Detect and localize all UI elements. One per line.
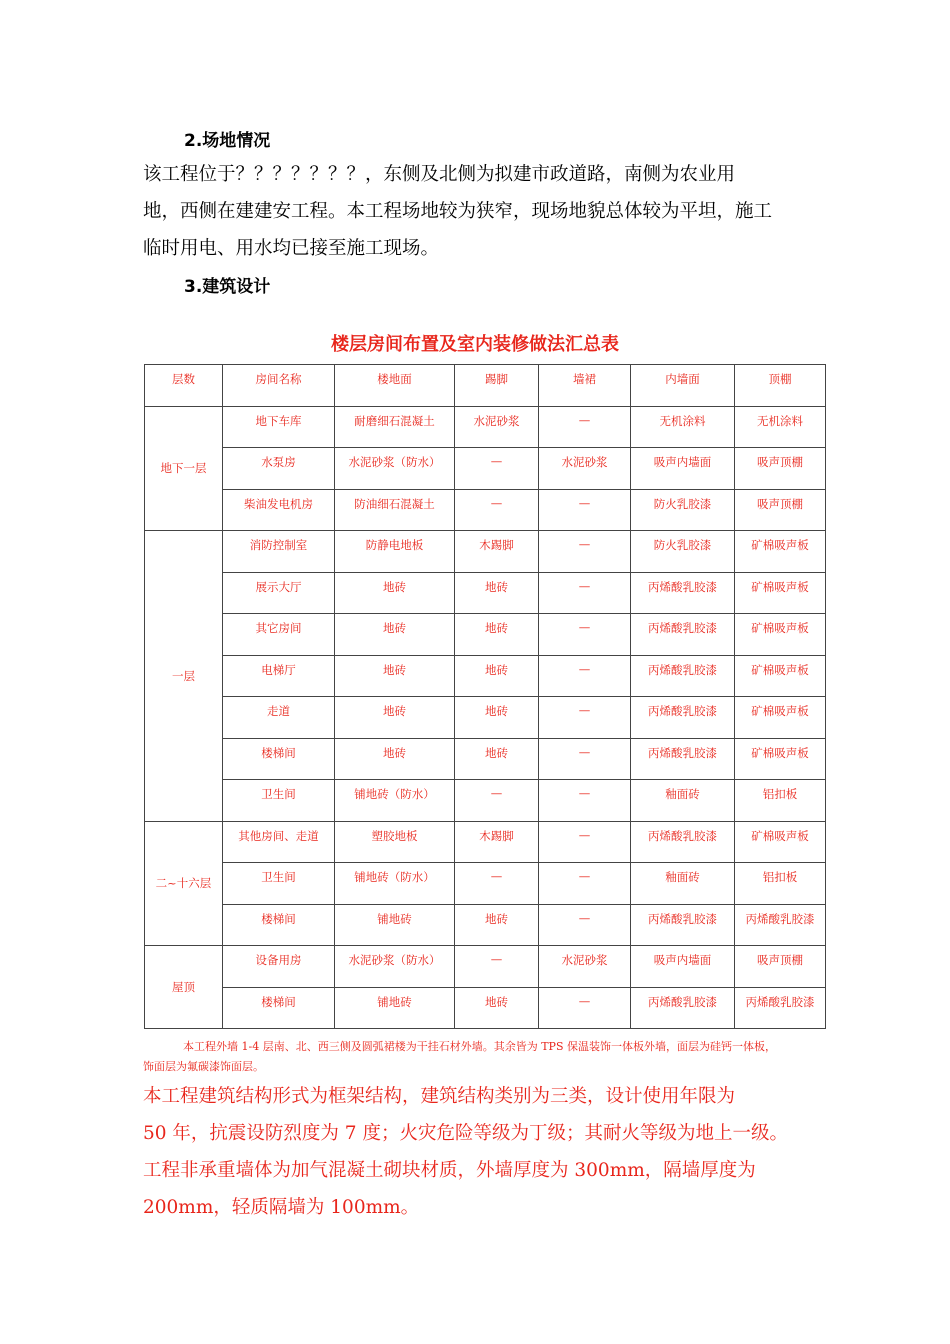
footnote-line: 饰面层为氟碳漆饰面层。 — [143, 1060, 264, 1073]
finish-cell: 矿棉吸声板 — [735, 614, 826, 656]
finish-cell: — — [539, 780, 631, 822]
paragraph-line: 地，西侧在建建安工程。本工程场地较为狭窄，现场地貌总体较为平坦，施工 — [143, 201, 773, 222]
finish-cell: — — [455, 863, 539, 905]
finish-cell: 吸声内墙面 — [631, 448, 735, 490]
finish-cell: 矿棉吸声板 — [735, 572, 826, 614]
finish-cell: 地砖 — [455, 738, 539, 780]
finish-cell: 水泥砂浆（防水） — [335, 448, 455, 490]
finish-cell: 铝扣板 — [735, 863, 826, 905]
finish-cell: — — [539, 863, 631, 905]
finish-cell: 水泥砂浆 — [455, 406, 539, 448]
finish-cell: 丙烯酸乳胶漆 — [631, 655, 735, 697]
footnote-line: 本工程外墙 1-4 层南、北、西三侧及圆弧裙楼为干挂石材外墙。其余皆为 TPS 保温装饰一体板外墙，面层为硅钙一体板， — [183, 1040, 776, 1053]
finish-cell: — — [455, 946, 539, 988]
finish-cell: 地砖 — [335, 697, 455, 739]
room-name-cell: 柴油发电机房 — [223, 489, 335, 531]
table-row — [145, 614, 826, 656]
floor-cell: 二~十六层 — [145, 821, 223, 946]
paragraph-line: 50 年，抗震设防烈度为 7 度；火灾危险等级为丁级；其耐火等级为地上一级。 — [143, 1123, 788, 1144]
column-header: 墙裙 — [539, 365, 631, 407]
finish-cell: 吸声内墙面 — [631, 946, 735, 988]
finish-cell: — — [539, 406, 631, 448]
table-row — [145, 987, 826, 1029]
finish-cell: 地砖 — [335, 655, 455, 697]
room-name-cell: 楼梯间 — [223, 987, 335, 1029]
table-title: 楼层房间布置及室内装修做法汇总表 — [331, 334, 619, 355]
finish-cell: 釉面砖 — [631, 780, 735, 822]
room-name-cell: 卫生间 — [223, 780, 335, 822]
finish-cell: — — [539, 904, 631, 946]
finish-cell: — — [455, 489, 539, 531]
room-name-cell: 电梯厅 — [223, 655, 335, 697]
table-row — [145, 655, 826, 697]
finish-cell: 矿棉吸声板 — [735, 655, 826, 697]
finish-cell: 木踢脚 — [455, 531, 539, 573]
finish-cell: 丙烯酸乳胶漆 — [631, 904, 735, 946]
table-row — [145, 697, 826, 739]
section-heading-architecture: 3.建筑设计 — [184, 277, 271, 297]
column-header: 层数 — [145, 365, 223, 407]
finish-cell: 防火乳胶漆 — [631, 489, 735, 531]
room-name-cell: 消防控制室 — [223, 531, 335, 573]
table-row — [145, 904, 826, 946]
finish-cell: — — [539, 489, 631, 531]
paragraph-line: 200mm，轻质隔墙为 100mm。 — [143, 1197, 420, 1218]
paragraph-line: 临时用电、用水均已接至施工现场。 — [143, 238, 440, 259]
finish-cell: 丙烯酸乳胶漆 — [631, 821, 735, 863]
floor-cell: 一层 — [145, 531, 223, 822]
finish-cell: — — [455, 780, 539, 822]
finish-cell: 吸声顶棚 — [735, 448, 826, 490]
finish-cell: — — [539, 738, 631, 780]
finish-cell: 地砖 — [455, 697, 539, 739]
paragraph-line: 本工程建筑结构形式为框架结构，建筑结构类别为三类，设计使用年限为 — [143, 1086, 736, 1107]
table-row — [145, 946, 826, 988]
finish-cell: 木踢脚 — [455, 821, 539, 863]
finish-cell: 地砖 — [455, 904, 539, 946]
site-description-paragraph — [143, 156, 811, 267]
finish-cell: 塑胶地板 — [335, 821, 455, 863]
finish-cell: 水泥砂浆 — [539, 448, 631, 490]
table-row — [145, 738, 826, 780]
finish-cell: 丙烯酸乳胶漆 — [631, 987, 735, 1029]
finish-cell: 丙烯酸乳胶漆 — [631, 572, 735, 614]
finish-cell: 吸声顶棚 — [735, 946, 826, 988]
finish-cell: 地砖 — [455, 614, 539, 656]
section-heading-site: 2.场地情况 — [184, 131, 271, 151]
room-name-cell: 展示大厅 — [223, 572, 335, 614]
finish-cell: 地砖 — [455, 572, 539, 614]
table-row — [145, 531, 826, 573]
table-row — [145, 448, 826, 490]
column-header: 楼地面 — [335, 365, 455, 407]
column-header: 房间名称 — [223, 365, 335, 407]
finish-cell: 丙烯酸乳胶漆 — [631, 738, 735, 780]
room-name-cell: 卫生间 — [223, 863, 335, 905]
finish-cell: 地砖 — [455, 655, 539, 697]
room-name-cell: 其他房间、走道 — [223, 821, 335, 863]
table-row — [145, 863, 826, 905]
floor-cell: 地下一层 — [145, 406, 223, 531]
finish-cell: 防静电地板 — [335, 531, 455, 573]
table-header-row — [145, 365, 826, 407]
finish-cell: — — [455, 448, 539, 490]
finish-cell: 丙烯酸乳胶漆 — [735, 904, 826, 946]
table-row — [145, 780, 826, 822]
room-name-cell: 楼梯间 — [223, 904, 335, 946]
finish-summary-table — [144, 364, 826, 1029]
finish-cell: 铝扣板 — [735, 780, 826, 822]
finish-cell: — — [539, 821, 631, 863]
floor-cell: 屋顶 — [145, 946, 223, 1029]
column-header: 顶棚 — [735, 365, 826, 407]
room-name-cell: 地下车库 — [223, 406, 335, 448]
room-name-cell: 设备用房 — [223, 946, 335, 988]
finish-cell: 矿棉吸声板 — [735, 821, 826, 863]
finish-cell: 铺地砖（防水） — [335, 863, 455, 905]
finish-cell: 铺地砖（防水） — [335, 780, 455, 822]
finish-cell: — — [539, 572, 631, 614]
finish-cell: — — [539, 655, 631, 697]
finish-cell: 地砖 — [335, 738, 455, 780]
column-header: 内墙面 — [631, 365, 735, 407]
finish-cell: 丙烯酸乳胶漆 — [631, 614, 735, 656]
finish-cell: 吸声顶棚 — [735, 489, 826, 531]
finish-cell: — — [539, 614, 631, 656]
table-row — [145, 821, 826, 863]
column-header: 踢脚 — [455, 365, 539, 407]
finish-cell: 矿棉吸声板 — [735, 738, 826, 780]
table-row — [145, 489, 826, 531]
finish-cell: — — [539, 531, 631, 573]
finish-cell: 地砖 — [335, 614, 455, 656]
room-name-cell: 楼梯间 — [223, 738, 335, 780]
paragraph-line: 工程非承重墙体为加气混凝土砌块材质，外墙厚度为 300mm，隔墙厚度为 — [143, 1160, 756, 1181]
finish-cell: — — [539, 987, 631, 1029]
structure-description-paragraph — [143, 1078, 811, 1226]
table-footnote — [143, 1037, 825, 1077]
room-name-cell: 水泵房 — [223, 448, 335, 490]
finish-cell: 无机涂料 — [735, 406, 826, 448]
finish-cell: — — [539, 697, 631, 739]
table-row — [145, 572, 826, 614]
finish-cell: 丙烯酸乳胶漆 — [631, 697, 735, 739]
finish-cell: 丙烯酸乳胶漆 — [735, 987, 826, 1029]
finish-cell: 无机涂料 — [631, 406, 735, 448]
finish-cell: 耐磨细石混凝土 — [335, 406, 455, 448]
paragraph-line: 该工程位于？？？？？？？，东侧及北侧为拟建市政道路，南侧为农业用 — [143, 164, 736, 185]
finish-cell: 水泥砂浆（防水） — [335, 946, 455, 988]
room-name-cell: 走道 — [223, 697, 335, 739]
finish-cell: 铺地砖 — [335, 987, 455, 1029]
finish-cell: 水泥砂浆 — [539, 946, 631, 988]
finish-cell: 釉面砖 — [631, 863, 735, 905]
finish-cell: 防火乳胶漆 — [631, 531, 735, 573]
finish-cell: 矿棉吸声板 — [735, 531, 826, 573]
finish-cell: 地砖 — [455, 987, 539, 1029]
room-name-cell: 其它房间 — [223, 614, 335, 656]
finish-cell: 铺地砖 — [335, 904, 455, 946]
finish-cell: 地砖 — [335, 572, 455, 614]
finish-cell: 矿棉吸声板 — [735, 697, 826, 739]
table-body — [145, 406, 826, 1029]
table-row — [145, 406, 826, 448]
finish-cell: 防油细石混凝土 — [335, 489, 455, 531]
